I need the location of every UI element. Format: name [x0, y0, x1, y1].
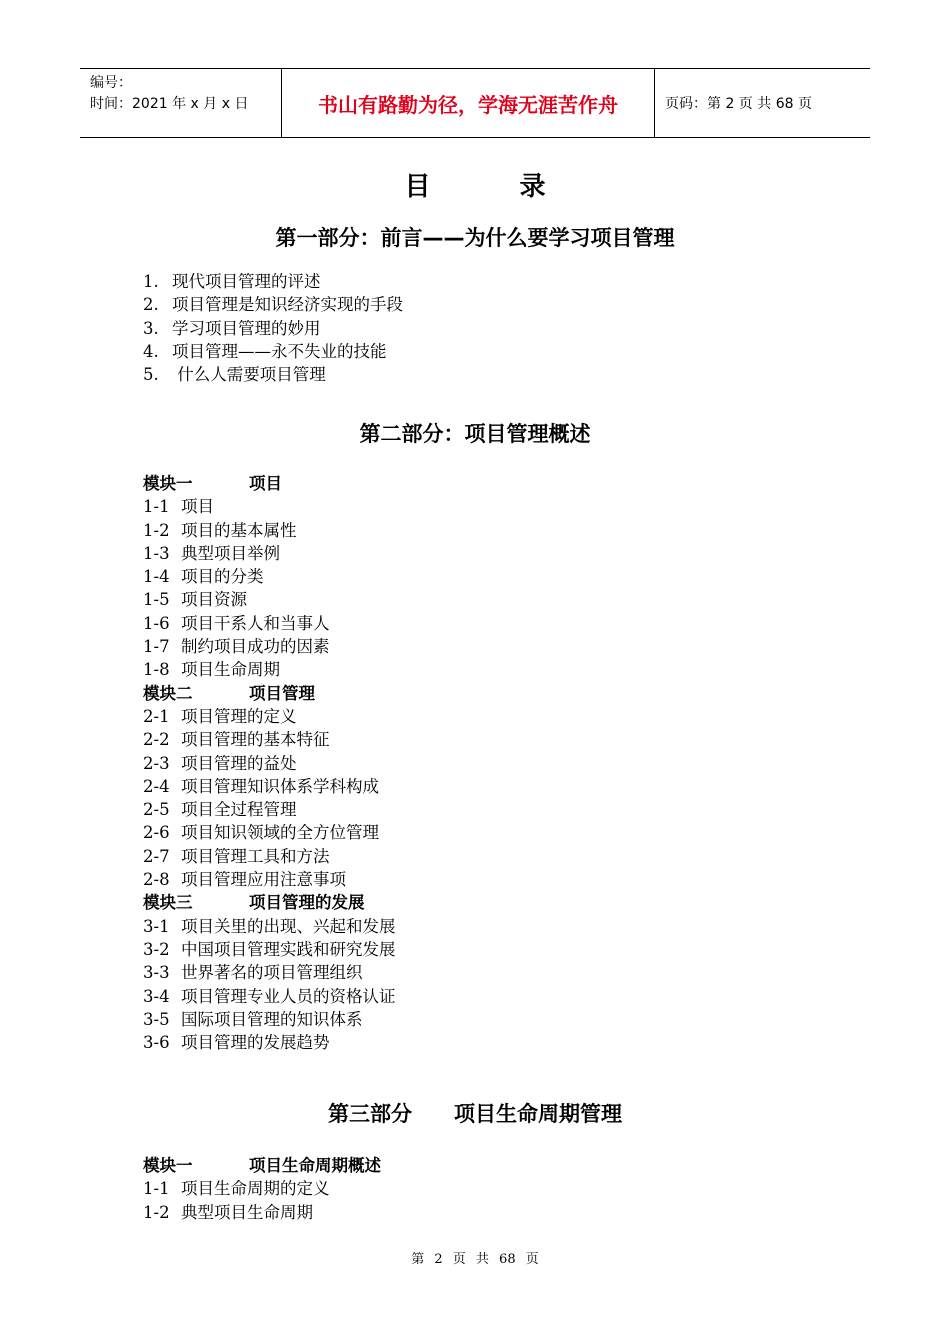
- item-text: 国际项目管理的知识体系: [181, 1009, 363, 1029]
- item-number: 4.: [143, 341, 159, 361]
- header-meta: [80, 69, 282, 137]
- list-item: [143, 961, 396, 984]
- item-number: 1.: [143, 272, 159, 291]
- item-number: 1-1: [143, 497, 170, 517]
- item-text: 学习项目管理的妙用: [172, 318, 321, 338]
- item-number: 3-2: [143, 939, 170, 959]
- item-number: 1-2: [143, 1202, 170, 1222]
- list-item: [143, 588, 396, 611]
- item-text: 项目干系人和当事人: [181, 613, 330, 633]
- item-number: 3-6: [143, 1033, 170, 1053]
- module-label: 模块二: [143, 683, 193, 703]
- item-number: 2-3: [143, 753, 170, 773]
- item-text: 世界著名的项目管理组织: [181, 963, 363, 983]
- module-heading: [143, 682, 396, 705]
- item-text: 项目管理是知识经济实现的手段: [172, 295, 403, 315]
- page-header: [80, 68, 870, 138]
- module-label: 模块一: [143, 1156, 193, 1175]
- header-motto: 书山有路勤为径，学海无涯苦作舟: [282, 69, 655, 137]
- item-text: 项目管理工具和方法: [181, 846, 330, 866]
- list-item: [143, 775, 396, 798]
- module-heading: [143, 891, 396, 914]
- list-item: [143, 868, 396, 891]
- list-item: [143, 635, 396, 658]
- item-text: 什么人需要项目管理: [172, 365, 326, 385]
- toc-title: 目 录: [404, 172, 586, 202]
- number-label: 编号：: [90, 75, 132, 91]
- list-item: [143, 293, 403, 316]
- part3-title: 第三部分 项目生命周期管理: [328, 1102, 622, 1126]
- list-item: [143, 1201, 381, 1224]
- item-number: 2-1: [143, 706, 170, 726]
- item-text: 项目生命周期的定义: [181, 1179, 330, 1199]
- item-number: 1-6: [143, 613, 170, 633]
- item-text: 项目的基本属性: [181, 520, 297, 540]
- list-item: [143, 317, 403, 340]
- header-page-info: 页码：第 2 页 共 68 页: [665, 96, 812, 112]
- time-label: 时间：2021 年 x 月 x 日: [90, 96, 249, 112]
- list-item: [143, 985, 396, 1008]
- item-text: 项目资源: [181, 590, 247, 610]
- list-item: [143, 519, 396, 542]
- list-item: [143, 821, 396, 844]
- page-footer: 第 2 页 共 68 页: [411, 1252, 539, 1267]
- module-label: 模块三: [143, 893, 193, 913]
- item-text: 现代项目管理的评述: [172, 272, 321, 291]
- item-text: 项目管理——永不失业的技能: [172, 341, 387, 361]
- item-number: 2-6: [143, 823, 170, 843]
- module-name: 项目管理的发展: [249, 893, 365, 913]
- item-number: 1-2: [143, 520, 170, 540]
- list-item: [143, 542, 396, 565]
- item-text: 项目管理的定义: [181, 706, 297, 726]
- item-number: 3-3: [143, 963, 170, 983]
- list-item: [143, 915, 396, 938]
- item-text: 项目管理的益处: [181, 753, 297, 773]
- item-text: 中国项目管理实践和研究发展: [181, 939, 396, 959]
- item-text: 典型项目生命周期: [181, 1202, 313, 1222]
- item-number: 2-5: [143, 800, 170, 820]
- part2-list: [143, 472, 396, 1054]
- item-text: 项目全过程管理: [181, 800, 297, 820]
- part3-list: [143, 1154, 381, 1224]
- list-item: [143, 1177, 381, 1200]
- part1-list: [143, 270, 403, 386]
- list-item: [143, 495, 396, 518]
- part1-title: 第一部分：前言——为什么要学习项目管理: [275, 226, 675, 250]
- list-item: [143, 363, 403, 386]
- list-item: [143, 340, 403, 363]
- module-label: 模块一: [143, 474, 193, 493]
- item-text: 项目知识领域的全方位管理: [181, 823, 379, 843]
- item-text: 典型项目举例: [181, 543, 280, 563]
- item-text: 项目: [181, 497, 214, 517]
- list-item: [143, 565, 396, 588]
- item-number: 1-1: [143, 1179, 170, 1199]
- module-heading: [143, 1154, 381, 1177]
- item-text: 项目的分类: [181, 567, 264, 587]
- item-number: 1-5: [143, 590, 170, 610]
- item-text: 项目管理应用注意事项: [181, 870, 346, 890]
- item-text: 制约项目成功的因素: [181, 637, 330, 657]
- item-number: 2.: [143, 295, 159, 315]
- item-number: 3-1: [143, 916, 170, 936]
- item-number: 3-5: [143, 1009, 170, 1029]
- list-item: [143, 728, 396, 751]
- item-text: 项目管理专业人员的资格认证: [181, 986, 396, 1006]
- list-item: [143, 752, 396, 775]
- item-number: 3-4: [143, 986, 170, 1006]
- item-number: 1-7: [143, 637, 170, 657]
- item-number: 3.: [143, 318, 159, 338]
- item-number: 2-7: [143, 846, 170, 866]
- list-item: [143, 705, 396, 728]
- module-name: 项目: [249, 474, 282, 493]
- item-number: 1-8: [143, 660, 170, 680]
- list-item: [143, 1008, 396, 1031]
- item-text: 项目关里的出现、兴起和发展: [181, 916, 396, 936]
- item-number: 2-2: [143, 730, 170, 750]
- item-number: 1-3: [143, 543, 170, 563]
- list-item: [143, 798, 396, 821]
- item-text: 项目管理的发展趋势: [181, 1033, 330, 1053]
- module-name: 项目管理: [249, 683, 315, 703]
- list-item: [143, 658, 396, 681]
- item-number: 2-8: [143, 870, 170, 890]
- module-name: 项目生命周期概述: [249, 1156, 381, 1175]
- list-item: [143, 938, 396, 961]
- item-number: 5.: [143, 365, 159, 385]
- item-number: 1-4: [143, 567, 170, 587]
- list-item: [143, 845, 396, 868]
- part2-title: 第二部分：项目管理概述: [359, 422, 591, 446]
- list-item: [143, 612, 396, 635]
- item-text: 项目管理知识体系学科构成: [181, 776, 379, 796]
- module-heading: [143, 472, 396, 495]
- item-text: 项目生命周期: [181, 660, 280, 680]
- item-text: 项目管理的基本特征: [181, 730, 330, 750]
- list-item: [143, 270, 403, 293]
- list-item: [143, 1031, 396, 1054]
- item-number: 2-4: [143, 776, 170, 796]
